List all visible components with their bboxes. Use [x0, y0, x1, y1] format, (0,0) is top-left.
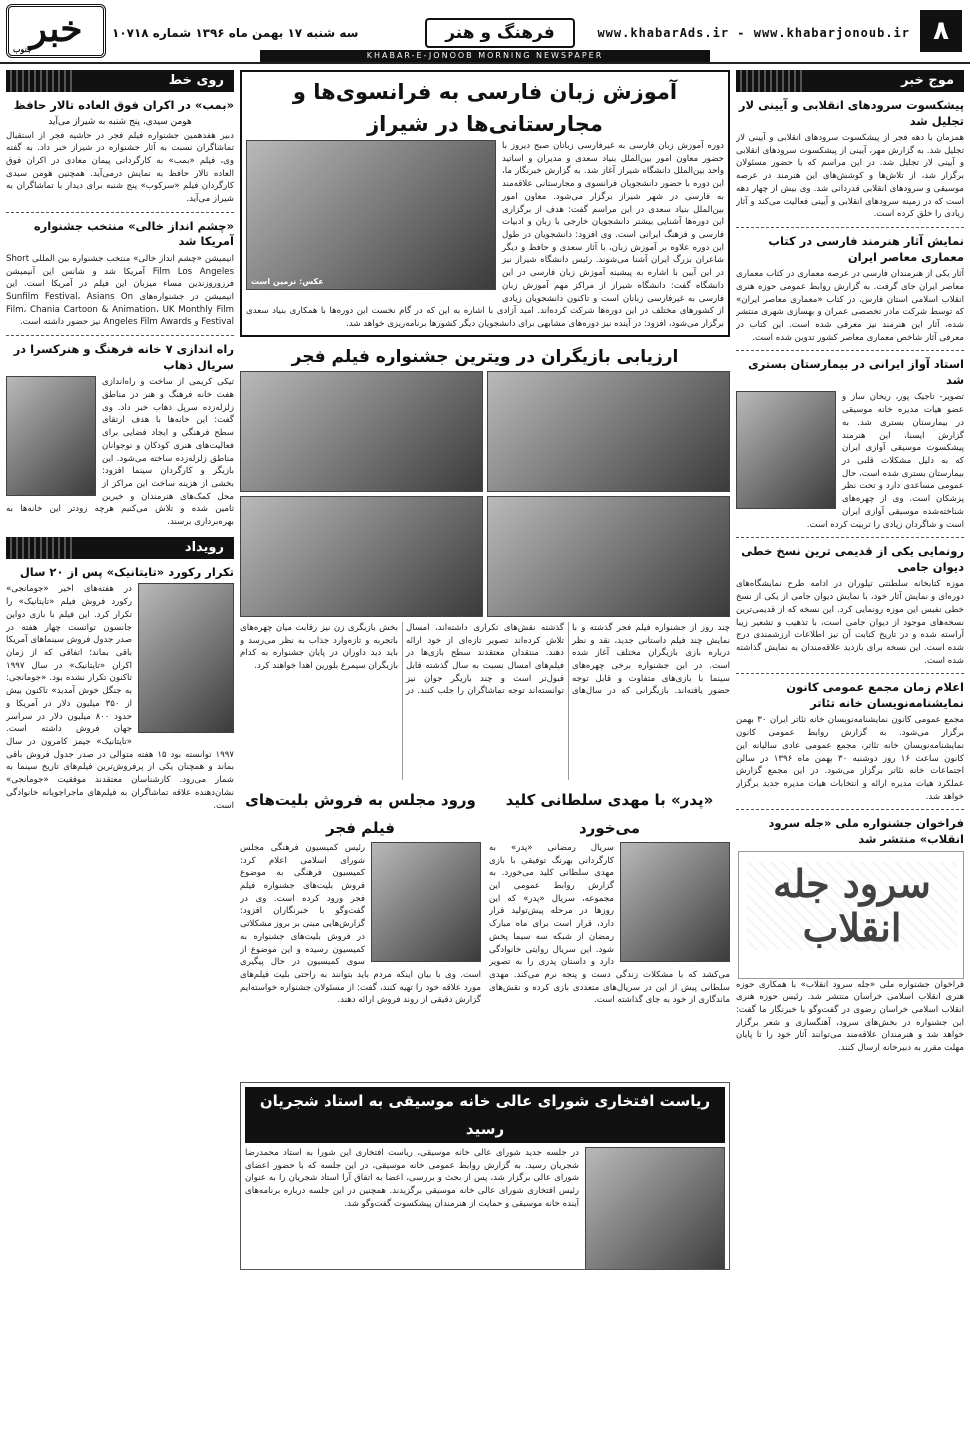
top-story-body: دوره آموزش زبان فارسی به غیرفارسی زبانان صبح دیروز با حضور معاون امور بین‌الملل بنیاد سعدی و مدیران و اساتید واحد بین‌الملل دانشگاه شیراز آغاز شد. به گزارش خبرنگار ما، این دوره با حضور دانشجویان فرانسوی و مجارستانی علاقه‌مند به فارسی در شهر شیراز برگزار می‌شود. معاون امور بین‌الملل بنیاد سعدی در این مراسم گفت: هدف از برگزاری این دوره‌ها آشنایی بیشتر دانشجویان خارجی با زبان و ادبیات فارسی و فرهنگ ایرانی است. وی افزود: دانشجویان در طول این دوره علاوه بر آموزش زبان، با آثار سعدی و حافظ و دیگر شاعران بزرگ ایران آشنا می‌شوند. رئیس دانشگاه شیراز نیز در این آیین با اشاره به پیشینه آموزش زبان فارسی در این دانشگاه گفت: دانشگاه شیراز از مراکز مهم آموزش زبان فارسی به غیرفارسی زبانان است و تاکنون دانشجویان زیادی از کشورهای مختلف در این دوره‌ها شرکت کرده‌اند. امید آزادی با اشاره به این که در گام نخست این دوره‌ها با همکاری بنیاد سعدی برگزار می‌شود، افزود: در آینده نیز دوره‌های مشابهی برای دانشجویان دیگر کشورها برنامه‌ریزی خواهد شد. [246, 141, 724, 330]
right-column [736, 70, 964, 1432]
poster-lettering: سرود جله انقلاب [747, 862, 957, 950]
article-headline: «چشم انداز خالی» منتخب جشنواره آمریکا شد [33, 218, 234, 249]
divider [736, 227, 964, 228]
article-body: تیکی کریمی از ساخت و راه‌اندازی هفت خانه فرهنگ و هنر در مناطق زلزله‌زده سرپل ذهاب خبر داد. وی گفت: این خانه‌ها با هدف ارتقای سطح فرهنگی و ایجاد فضایی برای فعالیت‌های هنری کودکان و نوجوانان مناطق زلزله‌زده ساخته می‌شود. این بازیگر و کارگردان سینما افزود: بخشی از هزینه ساخت این مراکز از محل کمک‌های هنرمندان و خیرین تامین شده و تلاش می‌کنیم هرچه زودتر این خانه‌ها به بهره‌برداری برسند. [6, 377, 234, 528]
article-body: موزه کتابخانه سلطنتی تیلوران در ادامه طرح نمایشگاه‌های دوره‌ای و نمایش آثار خود، با نمایش دیوان جامی از یکی از نسخ خطی نفیس این موزه رونمایی کرد. این نسخه که از قدیمی‌ترین نسخه‌های موجود از دیوان جامی است، با تذهیب و تشعیر زیبا آراسته شده و در تاریخ کتابت آن نیز اطلاعات ارزشمندی درج شده است. این نسخه برای بازدید علاقه‌مندان به نمایش گذاشته شده است. [736, 579, 964, 666]
divider [6, 212, 234, 213]
actor-photo [487, 371, 730, 492]
newspaper-logo [6, 4, 106, 58]
music-story [240, 1082, 730, 1270]
event-banner: رویداد [6, 537, 234, 559]
divider [736, 673, 964, 674]
logo-subtext: جنوب [13, 44, 33, 54]
official-portrait [371, 842, 481, 962]
musician-portrait [585, 1147, 725, 1270]
issue-line: سه شنبه ۱۷ بهمن ماه ۱۳۹۶ شماره ۱۰۷۱۸ [112, 26, 359, 40]
divider [6, 335, 234, 336]
news-wave-banner: موج خبر [736, 70, 964, 92]
article-headline: اعلام زمان مجمع عمومی کانون نمایشنامه‌نویسان خانه تئاتر [786, 680, 964, 710]
article-headline: فراخوان جشنواره ملی «جله سرود انقلاب» منتشر شد [768, 816, 964, 846]
article-body: انیمیشن «چشم انداز خالی» منتخب جشنواره بین المللی Short Film Los Angeles آمریکا شد و شانس این آنیمیشن فرزوروزندین مساء میزبان این فیلم در آمریکا است. این انیمیشن در جشنواره‌های Sunfilm Festival، Asians On Film، Chania Cartoon & Animation، UK Monthly Film Festival و Angeles Film Awards نیز حضور داشته است. [6, 253, 234, 328]
students-group-photo [246, 140, 496, 290]
actor-photo [487, 496, 730, 617]
left-column [6, 70, 234, 1432]
site-urls[interactable]: www.khabarAds.ir - www.khabarjonoub.ir [597, 26, 910, 40]
logo-text: خبر [29, 8, 83, 50]
article-headline: پیشکسوت سرودهای انقلابی و آیینی لار تجلیل شد [738, 98, 964, 128]
online-banner: روی خط [6, 70, 234, 92]
article-headline: راه اندازی ۷ خانه فرهنگ و هنرکسرا در سریال ذهاب [13, 342, 234, 372]
pedar-story [489, 786, 730, 1076]
top-story [240, 70, 730, 337]
article-body: در هفته‌های اخیر «جومانجی» رکورد فروش فیلم «تایتانیک» را تکرار کرد. این فیلم با بازی دواین جانسون توانست چهار هفته در صدر جدول فروش سینماهای آمریکا باقی بماند؛ اتفاقی که از زمان اکران «تایتانیک» در سال ۱۹۹۷ تاکنون تکرار نشده بود. «جومانجی: به جنگل خوش آمدید» تاکنون بیش از ۳۵۰ میلیون دلار در آمریکا و حدود ۸۰۰ میلیون دلار در سراسر جهان فروش داشته است. «تایتانیک» جیمز کامرون در سال ۱۹۹۷ توانسته بود ۱۵ هفته متوالی در صدر جدول فروش باقی بماند و همچنان یکی از پرفروش‌ترین فیلم‌های تاریخ سینما به شمار می‌رود. کارشناسان معتقدند موفقیت «جومانجی» نشان‌دهنده علاقه تماشاگران به فیلم‌های ماجراجویانه خانوادگی است. [6, 584, 234, 811]
section-title: فرهنگ و هنر [425, 18, 575, 48]
divider [736, 350, 964, 351]
article-body: فراخوان جشنواره ملی «جله سرود انقلاب» با همکاری حوزه هنری انقلاب اسلامی خراسان منتشر شد. رئیس حوزه هنری انقلاب اسلامی خراسان رضوی در گفت‌وگو با خبرنگار ما گفت: این جشنواره در بخش‌های سرود، آهنگسازی و شعر برگزار خواهد شد و هنرمندان علاقه‌مند می‌توانند آثار خود را تا پایان مهلت مقرر به دبیرخانه ارسال کنند. [736, 979, 964, 1054]
masthead [0, 0, 970, 64]
pedar-headline: «پدر» با مهدی سلطانی کلید می‌خورد [505, 790, 714, 837]
singer-photo [736, 391, 836, 509]
music-headline: ریاست افتخاری شورای عالی خانه موسیقی به استاد شجریان رسید [245, 1087, 725, 1143]
actress-photo [6, 376, 96, 496]
fajr-body: چند روز از جشنواره فیلم فجر گذشته و با نمایش چند فیلم داستانی جدید، نقد و نظر درباره بازی بازیگران مختلف آغاز شده است. در این جشنواره برخی چهره‌های سینما با بازی‌های متفاوت و قابل توجه حضور یافته‌اند. بازیگرانی که در سال‌های گذشته نقش‌های تکراری داشته‌اند، امسال تلاش کرده‌اند تصویر تازه‌ای از خود ارائه دهند. منتقدان معتقدند سطح بازی‌ها در فیلم‌های امسال نسبت به سال گذشته قابل قبول‌تر است و چند بازیگر جوان نیز توانسته‌اند توجه تماشاگران را جلب کنند. در بخش بازیگری زن نیز رقابت میان چهره‌های باتجربه و تازه‌وارد جذاب به نظر می‌رسد و باید دید داوران در پایان جشنواره به کدام بازیگران سیمرغ بلورین اهدا خواهند کرد. [240, 622, 730, 697]
tagline: KHABAR-E-JONOOB MORNING NEWSPAPER [260, 50, 710, 62]
page-number: ۸ [920, 10, 962, 52]
article-body: همزمان با دهه فجر از پیشکسوت سرودهای انقلابی و آیینی لار تجلیل شد. به گزارش مهر، آیینی از پیشکسوت سرودهای انقلابی و آیینی لار تجلیل شد. در این مراسم که با حضور مسئولان برگزار شد، از تلاش‌ها و کوشش‌های این هنرمند در عرصه موسیقی و سرودهای انقلابی قدردانی شد. وی بیش از چهار دهه است که در زمینه سرودهای انقلابی و آیینی فعالیت می‌کند و آثار زیادی را خلق کرده است. [736, 133, 964, 220]
tickets-body: رئیس کمیسیون فرهنگی مجلس شورای اسلامی اعلام کرد: کمیسیون فرهنگی به موضوع فروش بلیت‌های جشنواره فیلم فجر ورود کرده است. وی در گفت‌وگو با خبرنگاران افزود: گزارش‌هایی مبنی بر بروز مشکلاتی در فروش بلیت‌های جشنواره به کمیسیون رسیده و این موضوع از سوی کمیسیون در حال پیگیری است. وی با بیان اینکه مردم باید بتوانند به راحتی بلیت فیلم‌های مورد علاقه خود را تهیه کنند، گفت: از مسئولان جشنواره خواسته‌ایم گزارش دقیقی از روند فروش ارائه دهند. [240, 842, 481, 1006]
tickets-headline: ورود مجلس به فروش بلیت‌های فیلم فجر [245, 790, 476, 837]
article-headline: نمایش آثار هنرمند فارسی در کتاب معماری معاصر ایران [768, 234, 964, 264]
divider [736, 537, 964, 538]
pedar-body: سریال رمضانی «پدر» به کارگردانی بهرنگ توفیقی با بازی مهدی سلطانی کلید می‌خورد. به گزارش روابط عمومی این مجموعه، سریال «پدر» که این روزها در مرحله پیش‌تولید قرار دارد، قرار است برای ماه مبارک رمضان از شبکه سه سیما پخش شود. این سریال روایتی خانوادگی دارد و داستان پدری را به تصویر می‌کشد که با مشکلات زندگی دست و پنجه نرم می‌کند. مهدی سلطانی پیش از این در سریال‌های متعددی بازی کرده و نقش‌های ماندگاری از خود به جای گذاشته است. [489, 842, 730, 1006]
article-subtitle: هومن سیدی، پنج شنبه به شیراز می‌آید [48, 116, 192, 127]
tickets-story [240, 786, 481, 1076]
middle-column [240, 70, 730, 1432]
actor-portrait [620, 842, 730, 962]
actor-photo [240, 371, 483, 492]
fajr-photo-collage [240, 371, 730, 617]
photo-caption: عکس: نرمین است [251, 277, 324, 286]
music-body: در جلسه جدید شورای عالی خانه موسیقی، ریاست افتخاری این شورا به استاد محمدرضا شجریان رسید. به گزارش روابط عمومی خانه موسیقی، در این جلسه که با حضور اعضای شورای عالی برگزار شد، پس از بحث و بررسی، اعضا به اتفاق آرا استاد شجریان را به عنوان رئیس افتخاری شورای عالی خانه موسیقی برگزیدند. همچنین در این جلسه درباره برنامه‌های آینده خانه موسیقی و حمایت از هنرمندان پیشکسوت گفت‌وگو شد. [245, 1147, 579, 1209]
article-body: تصویر- تاجیک پور، ریحان ساز و عضو هیات مدیره خانه موسیقی در بیمارستان بستری شد. به گزارش ایسنا، این هنرمند پیشکسوت موسیقی آوازی ایران که به دلیل مشکلات قلبی در بیمارستان بستری شده است، حال عمومی مساعدی دارد و تحت نظر پزشکان است. وی از چهره‌های شناخته‌شده موسیقی آوازی ایران است و شاگردان زیادی را تربیت کرده است. [806, 392, 964, 530]
divider [736, 809, 964, 810]
festival-poster [738, 851, 964, 979]
actor-photo [138, 583, 234, 733]
article-body: آثار یکی از هنرمندان فارسی در عرصه معماری در کتاب معماری معاصر ایران جای گرفت. به گزارش روابط عمومی حوزه هنری انقلاب اسلامی استان فارس، در کتاب «معماری معاصر ایران» که توسط شرکت مادر تخصصی عمران و بهسازی شهری منتشر شده، آثار این هنرمند نیز معرفی شده است. این کتاب در معرفی آثار شاخص معماری معاصر کشور تدوین شده است. [736, 269, 964, 343]
twin-stories [240, 786, 730, 1076]
article-body: مجمع عمومی کانون نمایشنامه‌نویسان خانه تئاتر ایران ۳۰ بهمن برگزار می‌شود. به گزارش روابط عمومی کانون نمایشنامه‌نویسان خانه تئاتر، مجمع عمومی عادی سالیانه این کانون ساعت ۱۶ روز دوشنبه ۳۰ بهمن ماه ۱۳۹۶ در سالن اجتماعات خانه تئاتر برگزار می‌شود. در این مجمع گزارش عملکرد هیات مدیره ارائه و انتخابات هیات مدیره جدید برگزار خواهد شد. [736, 715, 964, 802]
article-headline: تکرار رکورد «تایتانیک» پس از ۲۰ سال [19, 564, 234, 579]
article-body: دبیر هفدهمین جشنواره فیلم فجر در حاشیه فجر از استقبال تماشاگران نسبت به آثار جشنواره در شیراز خبر داد. به گفته وی، فیلم «بمب» به کارگردانی پیمان معادی در اکران فوق العاده تالار حافظ به نمایش درمی‌آید. همچنین هومن سیدی کارگردان فیلم «سرکوب» پنج شنبه برای دیدار با تماشاگران به شیراز می‌آید. [6, 130, 234, 205]
actor-photo [240, 496, 483, 617]
fajr-headline: ارزیابی بازیگران در ویترین جشنواره فیلم فجر [291, 346, 679, 367]
top-story-headline: آموزش زبان فارسی به فرانسوی‌ها و مجارستانی‌ها در شیراز [292, 80, 678, 136]
article-headline: رونمایی یکی از قدیمی ترین نسخ خطی دیوان جامی [741, 544, 964, 574]
article-headline: استاد آواز ایرانی در بیمارستان بستری شد [748, 357, 964, 387]
article-headline: «بمب» در اکران فوق العاده تالار حافظ [13, 98, 234, 112]
